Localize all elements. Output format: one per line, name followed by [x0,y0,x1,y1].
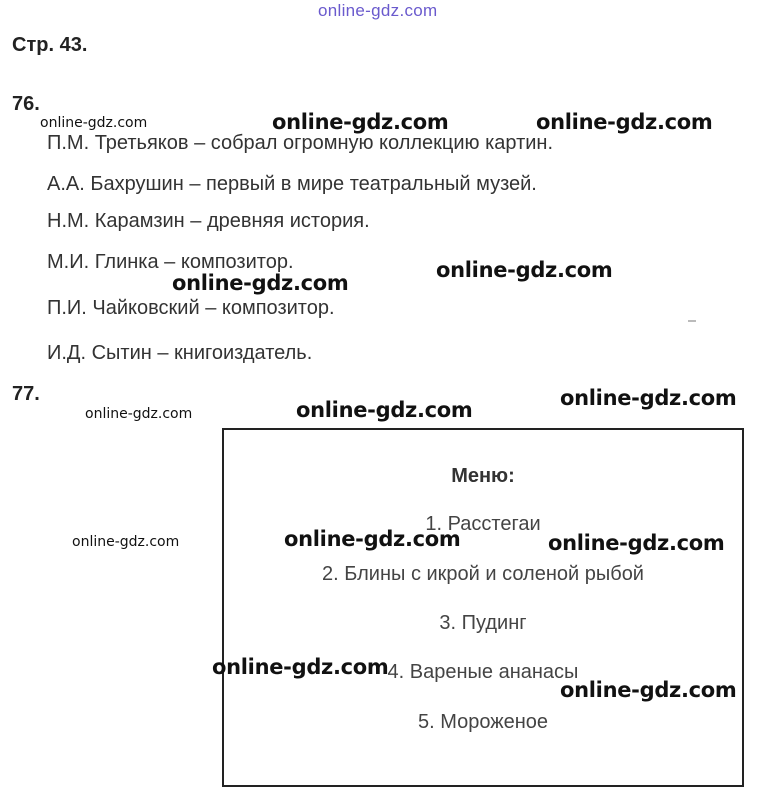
watermark: online-gdz.com [85,406,193,422]
watermark: online-gdz.com [560,386,737,410]
menu-item-3: 3. Пудинг [439,612,527,634]
watermark: online-gdz.com [536,110,713,134]
task-76-line-4: М.И. Глинка – композитор. [47,251,294,273]
menu-item-1: 1. Расстегаи [425,513,541,535]
watermark: online-gdz.com [212,655,389,679]
menu-title: Меню: [451,465,515,487]
menu-item-4: 4. Вареные ананасы [387,661,579,683]
watermark: online-gdz.com [284,527,461,551]
watermark: online-gdz.com [72,534,180,550]
page-label: Стр. 43. [12,34,88,56]
watermark: online-gdz.com [172,271,349,295]
watermark-top: online-gdz.com [318,1,438,20]
task-76-line-2: А.А. Бахрушин – первый в мире театральный музей. [47,173,537,195]
watermark: online-gdz.com [560,678,737,702]
task-76-line-3: Н.М. Карамзин – древняя история. [47,210,370,232]
menu-box [222,428,744,787]
task-76-line-1: П.М. Третьяков – собрал огромную коллекцию картин. [47,132,554,154]
stray-mark [688,320,696,322]
task-77-number: 77. [12,383,40,405]
watermark: online-gdz.com [40,115,148,131]
watermark: online-gdz.com [548,531,725,555]
task-76-number: 76. [12,93,40,115]
menu-item-5: 5. Мороженое [417,711,549,733]
watermark: online-gdz.com [436,258,613,282]
task-76-line-6: И.Д. Сытин – книгоиздатель. [47,342,313,364]
menu-item-2: 2. Блины с икрой и соленой рыбой [322,563,644,585]
watermark: online-gdz.com [272,110,449,134]
task-76-line-5: П.И. Чайковский – композитор. [47,297,335,319]
watermark: online-gdz.com [296,398,473,422]
